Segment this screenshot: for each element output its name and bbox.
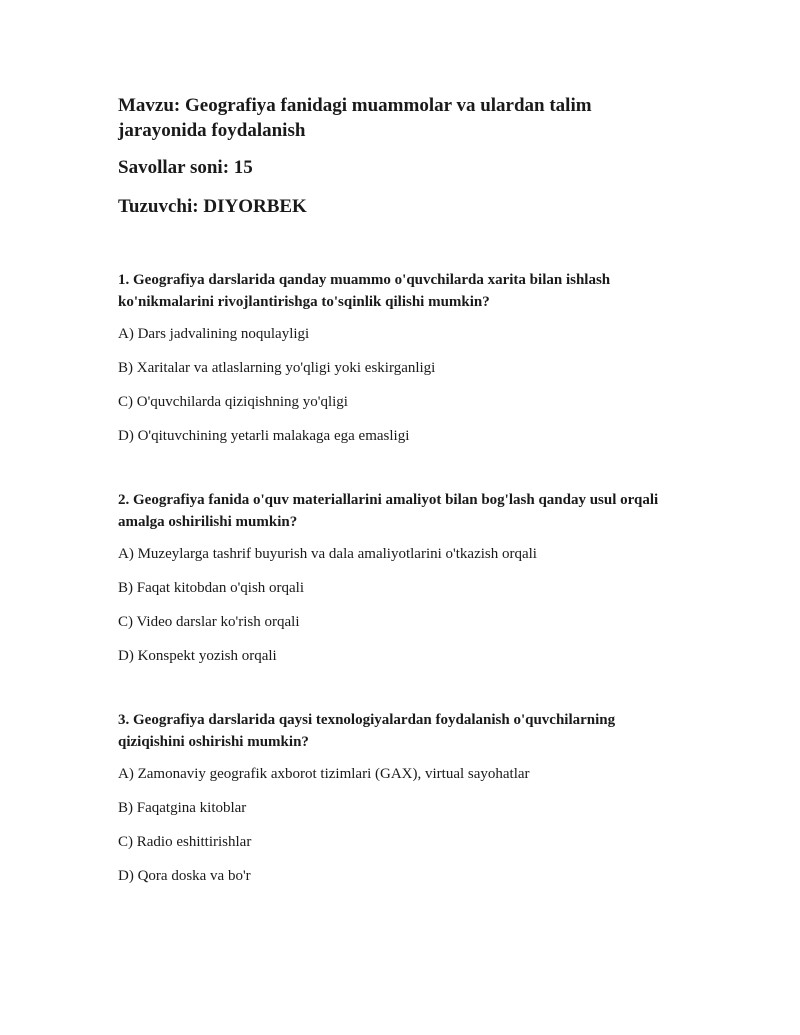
- answer-option-c: C) O'quvchilarda qiziqishning yo'qligi: [118, 394, 348, 410]
- answer-option-b: B) Faqatgina kitoblar: [118, 800, 247, 816]
- question-text: 2. Geografiya fanida o'quv materiallarini amaliyot bilan bog'lash qanday usul orqali amalga oshirilishi mumkin?: [118, 492, 659, 530]
- question-block-2: [118, 489, 678, 667]
- question-text: 1. Geografiya darslarida qanday muammo o'quvchilarda xarita bilan ishlash ko'nikmalarini rivojlantirishga to'sqinlik qilishi mumkin?: [118, 272, 611, 310]
- answer-option-d: D) O'qituvchining yetarli malakaga ega emasligi: [118, 428, 410, 444]
- answer-option-b: B) Faqat kitobdan o'qish orqali: [118, 580, 305, 596]
- author-line: Tuzuvchi: DIYORBEK: [118, 196, 307, 217]
- answer-option-a: A) Muzeylarga tashrif buyurish va dala amaliyotlarini o'tkazish orqali: [118, 546, 537, 562]
- question-count: Savollar soni: 15: [118, 157, 253, 178]
- answer-option-d: D) Qora doska va bo'r: [118, 868, 251, 884]
- question-text: 3. Geografiya darslarida qaysi texnologiyalardan foydalanish o'quvchilarning qiziqishini oshirishi mumkin?: [118, 712, 616, 750]
- answer-option-a: A) Dars jadvalining noqulayligi: [118, 326, 310, 342]
- question-block-3: [118, 709, 678, 887]
- answer-option-a: A) Zamonaviy geografik axborot tizimlari (GAX), virtual sayohatlar: [118, 766, 530, 782]
- answer-option-c: C) Video darslar ko'rish orqali: [118, 614, 300, 630]
- document-title: Mavzu: Geografiya fanidagi muammolar va ulardan talim jarayonida foydalanish: [118, 95, 592, 141]
- answer-option-b: B) Xaritalar va atlaslarning yo'qligi yoki eskirganligi: [118, 360, 436, 376]
- question-block-1: [118, 269, 678, 447]
- answer-option-c: C) Radio eshittirishlar: [118, 834, 252, 850]
- answer-option-d: D) Konspekt yozish orqali: [118, 648, 277, 664]
- document-page: [118, 93, 678, 899]
